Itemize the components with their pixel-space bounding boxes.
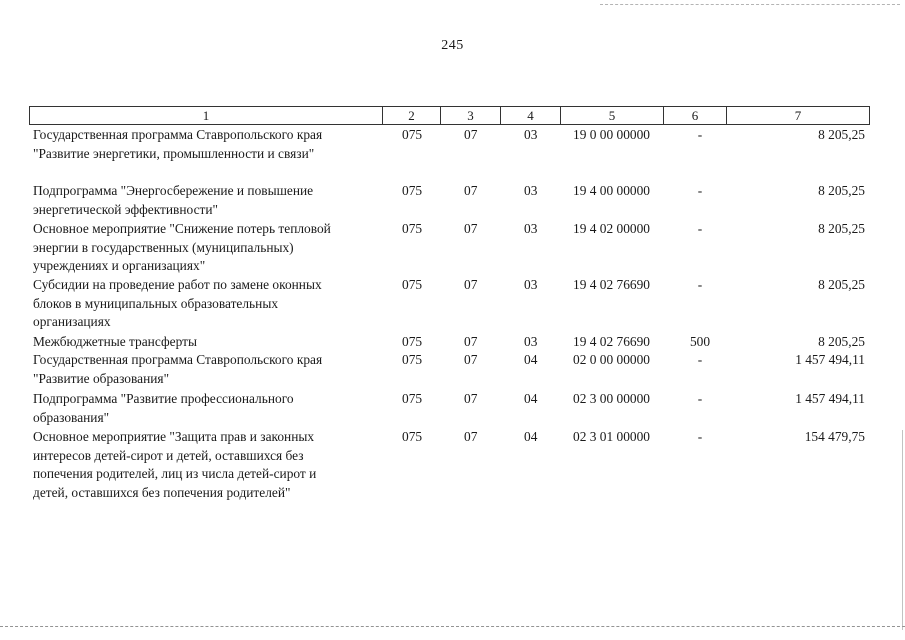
row-expense-type: - [697, 221, 703, 236]
row-expense-type: 500 [689, 334, 711, 349]
row-target-article: 19 4 02 76690 [573, 277, 650, 292]
row-name-line: образования" [33, 409, 110, 425]
page-number: 245 [441, 38, 464, 53]
row-subsection: 04 [524, 429, 538, 444]
row-expense-type: - [697, 183, 703, 198]
row-name-line: организациях [33, 314, 111, 329]
row-section: 07 [464, 277, 478, 292]
row-name-line: Государственная программа Ставропольского края [33, 352, 323, 367]
row-target-article: 19 4 00 00000 [573, 183, 650, 198]
row-name-line: интересов детей-сирот и детей, оставшихся без [33, 447, 304, 463]
row-name-line: блоков в муниципальных образовательных [33, 295, 279, 311]
table-header [29, 106, 870, 125]
row-section: 07 [464, 334, 478, 349]
row-amount: 8 205,25 [818, 183, 865, 198]
row-name [33, 182, 378, 219]
row-target-article: 02 3 01 00000 [573, 429, 650, 444]
row-name [33, 220, 378, 276]
row-name-line: попечения родителей, лиц из числа детей-сирот и [33, 466, 317, 481]
header-col-5: 5 [560, 107, 663, 124]
row-subsection: 03 [524, 221, 538, 236]
row-subsection: 03 [524, 183, 538, 198]
row-section: 07 [464, 352, 478, 367]
row-name-line: учреждениях и организациях" [33, 258, 206, 273]
row-ministry-code: 075 [402, 127, 423, 142]
row-name-line: "Развитие энергетики, промышленности и связи" [33, 145, 315, 161]
row-name [33, 333, 378, 352]
row-ministry-code: 075 [402, 221, 423, 236]
row-name-line: Подпрограмма "Энергосбережение и повышение [33, 183, 314, 198]
row-ministry-code: 075 [402, 429, 423, 444]
row-subsection: 03 [524, 277, 538, 292]
header-col-2: 2 [382, 107, 440, 124]
row-expense-type: - [697, 127, 703, 142]
header-col-1: 1 [202, 108, 210, 123]
row-name-line: энергетической эффективности" [33, 201, 218, 217]
row-section: 07 [464, 127, 478, 142]
row-subsection: 04 [524, 352, 538, 367]
row-name-line: детей, оставшихся без попечения родителей" [33, 484, 291, 500]
row-name-line: Основное мероприятие "Снижение потерь тепловой [33, 221, 331, 236]
row-expense-type: - [697, 352, 703, 367]
header-col-7: 7 [726, 107, 869, 124]
row-name-line: Подпрограмма "Развитие профессионального [33, 391, 294, 406]
row-amount: 8 205,25 [818, 334, 865, 349]
row-amount: 8 205,25 [818, 127, 865, 142]
row-subsection: 04 [524, 391, 538, 406]
row-section: 07 [464, 183, 478, 198]
row-name [33, 428, 378, 502]
row-section: 07 [464, 221, 478, 236]
row-amount: 1 457 494,11 [795, 391, 865, 406]
row-target-article: 19 0 00 00000 [573, 127, 650, 142]
row-ministry-code: 075 [402, 334, 423, 349]
row-subsection: 03 [524, 334, 538, 349]
header-col-6: 6 [663, 107, 726, 124]
row-expense-type: - [697, 277, 703, 292]
header-col-3: 3 [440, 107, 500, 124]
row-ministry-code: 075 [402, 352, 423, 367]
row-amount: 8 205,25 [818, 277, 865, 292]
row-name-line: Межбюджетные трансферты [33, 334, 197, 349]
scan-artifact-top [600, 4, 900, 5]
row-name [33, 126, 378, 163]
row-section: 07 [464, 429, 478, 444]
scan-artifact-edge [902, 430, 903, 630]
row-name-line: Основное мероприятие "Защита прав и законных [33, 429, 315, 444]
header-col-4: 4 [500, 107, 560, 124]
row-name [33, 276, 378, 332]
row-expense-type: - [697, 391, 703, 406]
row-target-article: 02 0 00 00000 [573, 352, 650, 367]
row-amount: 8 205,25 [818, 221, 865, 236]
row-name [33, 351, 378, 388]
row-ministry-code: 075 [402, 183, 423, 198]
row-ministry-code: 075 [402, 277, 423, 292]
row-expense-type: - [697, 429, 703, 444]
row-name-line: энергии в государственных (муниципальных) [33, 239, 294, 255]
row-name-line: Государственная программа Ставропольского края [33, 127, 323, 142]
row-section: 07 [464, 391, 478, 406]
row-subsection: 03 [524, 127, 538, 142]
row-ministry-code: 075 [402, 391, 423, 406]
row-name-line: "Развитие образования" [33, 370, 170, 386]
row-amount: 1 457 494,11 [795, 352, 865, 367]
row-name [33, 390, 378, 427]
row-amount: 154 479,75 [804, 429, 865, 444]
row-target-article: 02 3 00 00000 [573, 391, 650, 406]
row-name-line: Субсидии на проведение работ по замене оконных [33, 277, 322, 292]
scan-artifact-bottom [0, 626, 905, 627]
row-target-article: 19 4 02 76690 [573, 334, 650, 349]
row-target-article: 19 4 02 00000 [573, 221, 650, 236]
